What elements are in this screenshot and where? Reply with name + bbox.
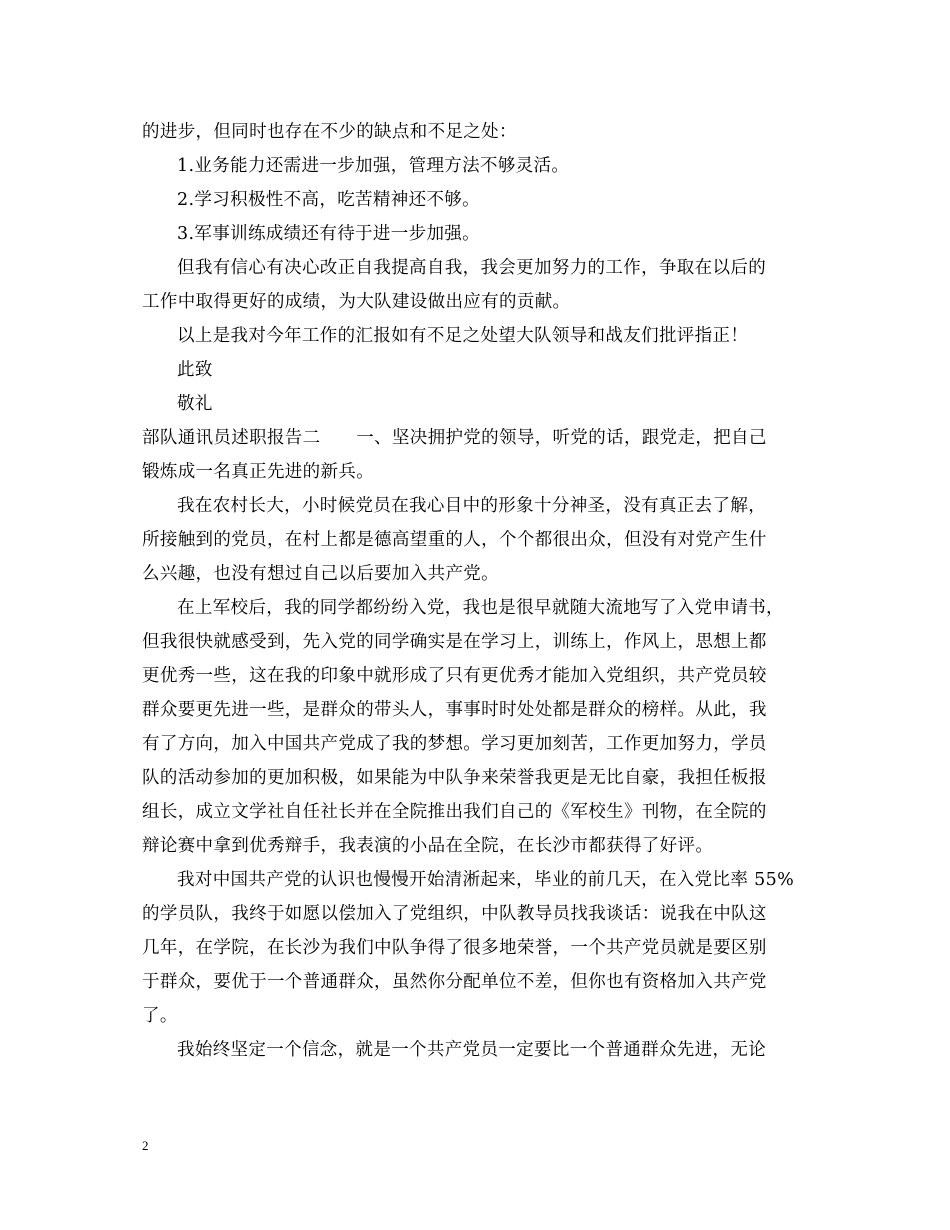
text-line: 在上军校后，我的同学都纷纷入党，我也是很早就随大流地写了入党申请书， (177, 598, 784, 618)
text-line: 的学员队，我终于如愿以偿加入了党组织，中队教导员找我谈话：说我在中队这 (142, 904, 767, 924)
section-heading-line: 部队通讯员述职报告二 一、坚决拥护党的领导，听党的话，跟党走，把自己 (142, 428, 767, 448)
text-line: 几年，在学院，在长沙为我们中队争得了很多地荣誉，一个共产党员就是要区别 (142, 938, 767, 958)
text-line: 了。 (142, 1006, 178, 1026)
text-line: 1.业务能力还需进一步加强，管理方法不够灵活。 (177, 156, 570, 176)
text-line: 我对中国共产党的认识也慢慢开始清淅起来，毕业的前几天，在入党比率 55% (177, 870, 795, 890)
text-line: 2.学习积极性不高，吃苦精神还不够。 (177, 190, 480, 210)
text-line: 组长，成立文学社自任社长并在全院推出我们自己的《军校生》刊物，在全院的 (142, 802, 767, 822)
text-line: 所接触到的党员，在村上都是德高望重的人，个个都很出众，但没有对党产生什 (142, 530, 767, 550)
text-line: 但我很快就感受到，先入党的同学确实是在学习上，训练上，作风上，思想上都 (142, 632, 767, 652)
text-line: 此致 (177, 360, 213, 380)
text-line: 我在农村长大，小时候党员在我心目中的形象十分神圣，没有真正去了解， (177, 496, 767, 516)
text-line: 辩论赛中拿到优秀辩手，我表演的小品在全院，在长沙市都获得了好评。 (142, 836, 714, 856)
text-line: 工作中取得更好的成绩，为大队建设做出应有的贡献。 (142, 292, 571, 312)
text-line: 3.军事训练成绩还有待于进一步加强。 (177, 224, 480, 244)
text-line: 于群众，要优于一个普通群众，虽然你分配单位不差，但你也有资格加入共产党 (142, 972, 767, 992)
text-line: 的进步，但同时也存在不少的缺点和不足之处： (142, 122, 517, 142)
text-line: 更优秀一些，这在我的印象中就形成了只有更优秀才能加入党组织，共产党员较 (142, 666, 767, 686)
text-line: 队的活动参加的更加积极，如果能为中队争来荣誉我更是无比自豪，我担任板报 (142, 768, 767, 788)
text-line: 以上是我对今年工作的汇报如有不足之处望大队领导和战友们批评指正！ (177, 326, 749, 346)
text-line: 敬礼 (177, 394, 213, 414)
text-line: 么兴趣，也没有想过自己以后要加入共产党。 (142, 564, 499, 584)
text-line: 锻炼成一名真正先进的新兵。 (142, 462, 375, 482)
page-number: 2 (142, 1138, 149, 1153)
text-line: 群众要更先进一些，是群众的带头人，事事时时处处都是群众的榜样。从此，我 (142, 700, 767, 720)
text-line: 但我有信心有决心改正自我提高自我，我会更加努力的工作，争取在以后的 (177, 258, 767, 278)
text-line: 有了方向，加入中国共产党成了我的梦想。学习更加刻苦，工作更加努力，学员 (142, 734, 767, 754)
text-line: 我始终坚定一个信念，就是一个共产党员一定要比一个普通群众先进，无论 (177, 1040, 767, 1060)
